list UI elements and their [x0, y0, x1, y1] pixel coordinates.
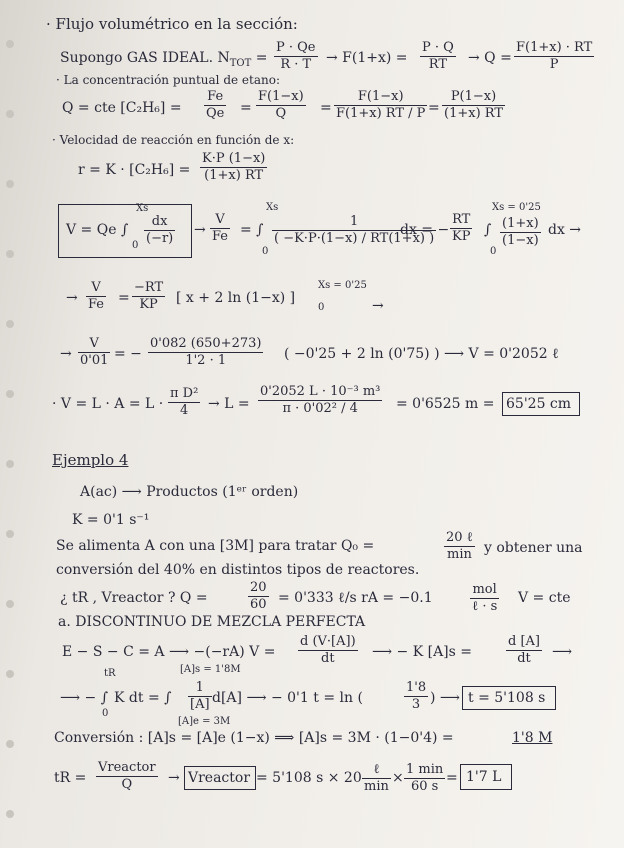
fraction-rate: $\frac{K\cdot P (1-x)}{(1+x) RT}$ [202, 151, 266, 184]
integral-lower-limit: [A]e = 3M [178, 716, 231, 727]
integral-sign: = ∫ [240, 222, 264, 238]
section-title-flujo: · Flujo volumétrico en la sección: [46, 15, 298, 33]
constant-volume: V = cte [518, 590, 571, 606]
integral-upper-limit: [A]s = 1'8M [180, 664, 241, 675]
equals-sign: = [240, 100, 252, 116]
rate-constant: K = 0'1 s⁻¹ [72, 512, 150, 528]
arrow: ⟶ [552, 644, 573, 660]
fraction-v-fe: $\frac{V}{Fe}$ [88, 280, 105, 313]
integral-lower-limit: 0 [490, 246, 497, 257]
fraction-cancel: $\frac{F(1-x)}{F(1+x) RT / P}$ [336, 89, 426, 122]
question-line: ¿ tR , Vreactor ? Q = [60, 590, 208, 606]
fraction-l-min: ℓ min [364, 762, 389, 795]
fraction-rt-kp: $\frac{RT}{KP}$ [452, 212, 471, 245]
fraction-dx-r: $\frac{dx}{(-r)}$ [146, 214, 174, 247]
arrow: ) ⟶ [430, 690, 460, 706]
integral-eq: ⟶ − ∫ [60, 690, 108, 706]
residence-time-eq: tR = [54, 770, 87, 786]
fraction-volume-calc: $\frac{0'082 (650+273)}{1'2 \cdot 1}$ [150, 336, 262, 369]
reaction-line: A(ac) ⟶ Productos (1ᵉʳ orden) [80, 484, 299, 500]
equals-minus: = − [114, 346, 142, 362]
conversion-eq: Conversión : [A]s = [A]e (1−x) ⟹ [A]s = 3M · (1−0'4) = [54, 730, 454, 746]
fraction-v-001: $\frac{V}{0'01}$ [80, 336, 109, 369]
volume-l-result: 1'7 L [466, 769, 502, 785]
length-result: = 0'6525 m = [396, 396, 495, 412]
fraction-mol-ls: mol ℓ · s [472, 582, 498, 615]
integral-sign: ∫ [484, 222, 492, 238]
fraction-inverse-rate: $\frac{1}{( -K\cdot P\cdot(1-x) / RT(1+x) )}$ [274, 214, 435, 247]
fraction-flow: 20 ℓ min [446, 530, 473, 563]
vreactor-label: Vreactor [188, 770, 251, 786]
length-cm-result: 65'25 cm [506, 396, 572, 412]
integrated-expression: [ x + 2 ln (1−x) ] [176, 290, 296, 306]
fraction-dva-dt: $\frac{d (V\cdot[A])}{dt}$ [300, 634, 356, 667]
eval-upper-limit: Xs = 0'25 [318, 280, 367, 291]
gas-ideal-label: Supongo GAS IDEAL. $N_{TOT}$ = [60, 50, 268, 69]
eq-q: → Q = [468, 50, 512, 66]
fraction-fe-qe: $\frac{Fe}{Qe}$ [206, 89, 225, 122]
arrow: → [372, 298, 384, 314]
example-heading: Ejemplo 4 [52, 451, 129, 469]
times-sign: × [392, 770, 404, 786]
conc-eq-start: Q = cte [C₂H₆] = [62, 100, 182, 116]
fraction-ntot: $\frac{P \cdot Qe}{R \cdot T}$ [276, 40, 316, 73]
equals-sign: = [428, 100, 440, 116]
velocidad-label: · Velocidad de reacción en función de x: [52, 133, 295, 147]
design-eq-text: V = Qe ∫ [66, 222, 129, 238]
fraction-pi-d2: $\frac{\text{π D²}}{4}$ [170, 386, 199, 419]
equals-sign: = [320, 100, 332, 116]
arrow: → [66, 290, 78, 306]
concentracion-label: · La concentración puntual de etano: [56, 73, 280, 87]
concentration-result: 1'8 M [512, 730, 553, 746]
fraction-q-result: $\frac{F(1+x) \cdot RT}{P}$ [516, 40, 593, 73]
fraction-length: $\frac{\text{0'2052 L · 10⁻³ m³}}{\text{π · 0'02² / 4}}$ [260, 384, 381, 417]
fraction-1x-1x: $\frac{(1+x)}{(1-x)}$ [502, 216, 539, 249]
integral-lower-limit: 0 [102, 708, 109, 719]
conversion-statement: conversión del 40% en distintos tipos de reactores. [56, 562, 420, 578]
fraction-minus-rt-kp: $\frac{-RT}{KP}$ [134, 280, 164, 313]
dx-minus: dx = − [400, 222, 450, 238]
balance-eq-rhs: ⟶ − K [A]s = [372, 644, 473, 660]
fraction-1-a: $\frac{1}{[A]}$ [190, 680, 210, 713]
dx-arrow: dx → [548, 222, 582, 238]
fraction-min-s: 1 min 60 s [406, 762, 444, 795]
integral-k-dt: K dt = ∫ [114, 690, 172, 706]
volume-calc: = 5'108 s × 20 [256, 770, 362, 786]
arrow: → [168, 770, 180, 786]
arrow: → [194, 222, 206, 238]
fraction-v-fe: $\frac{V}{Fe}$ [212, 212, 229, 245]
fraction-20-60: $\frac{20}{60}$ [250, 580, 267, 613]
arrow: → [60, 346, 72, 362]
integral-lower-limit: 0 [262, 246, 269, 257]
fraction-da-dt: $\frac{d [A]}{dt}$ [508, 634, 540, 667]
rate-eq-start: r = K · [C₂H₆] = [78, 162, 191, 178]
fraction-f1x-q: $\frac{F(1-x)}{Q}$ [258, 89, 304, 122]
equals-sign: = [446, 770, 458, 786]
flow-rate-line: = 0'333 ℓ/s rA = −0.1 [278, 590, 433, 606]
integral-upper-limit: tR [104, 668, 116, 679]
fraction-vreactor-q: Vreactor Q [98, 760, 156, 793]
eval-lower-limit: 0 [318, 302, 325, 313]
fraction-conc-result: $\frac{P(1-x)}{(1+x) RT}$ [444, 89, 504, 122]
integral-upper-limit: Xs [266, 202, 279, 213]
log-eq: d[A] ⟶ − 0'1 t = ln ( [212, 690, 363, 706]
feed-statement: Se alimenta A con una [3M] para tratar Q₀ = [56, 538, 375, 554]
integral-lower-limit: 0 [132, 240, 139, 251]
integral-upper-limit: Xs [136, 203, 149, 214]
volume-area-eq: · V = L · A = L · [52, 396, 164, 412]
feed-statement-end: y obtener una [484, 540, 583, 556]
fraction-18-3: $\frac{1'8}{3}$ [406, 680, 427, 713]
integral-upper-limit: Xs = 0'25 [492, 202, 541, 213]
equals-sign: = [118, 290, 130, 306]
volume-result: ( −0'25 + 2 ln (0'75) ) ⟶ V = 0'2052 ℓ [284, 346, 559, 362]
eq-f-1x: → F(1+x) = [326, 50, 408, 66]
reactor-type-heading: a. DISCONTINUO DE MEZCLA PERFECTA [58, 614, 366, 630]
fraction-pq-rt: $\frac{P \cdot Q}{RT}$ [422, 40, 454, 73]
time-result: t = 5'108 s [468, 690, 546, 706]
balance-eq: E − S − C = A ⟶ −(−rA) V = [62, 644, 276, 660]
length-eq: → L = [208, 396, 250, 412]
